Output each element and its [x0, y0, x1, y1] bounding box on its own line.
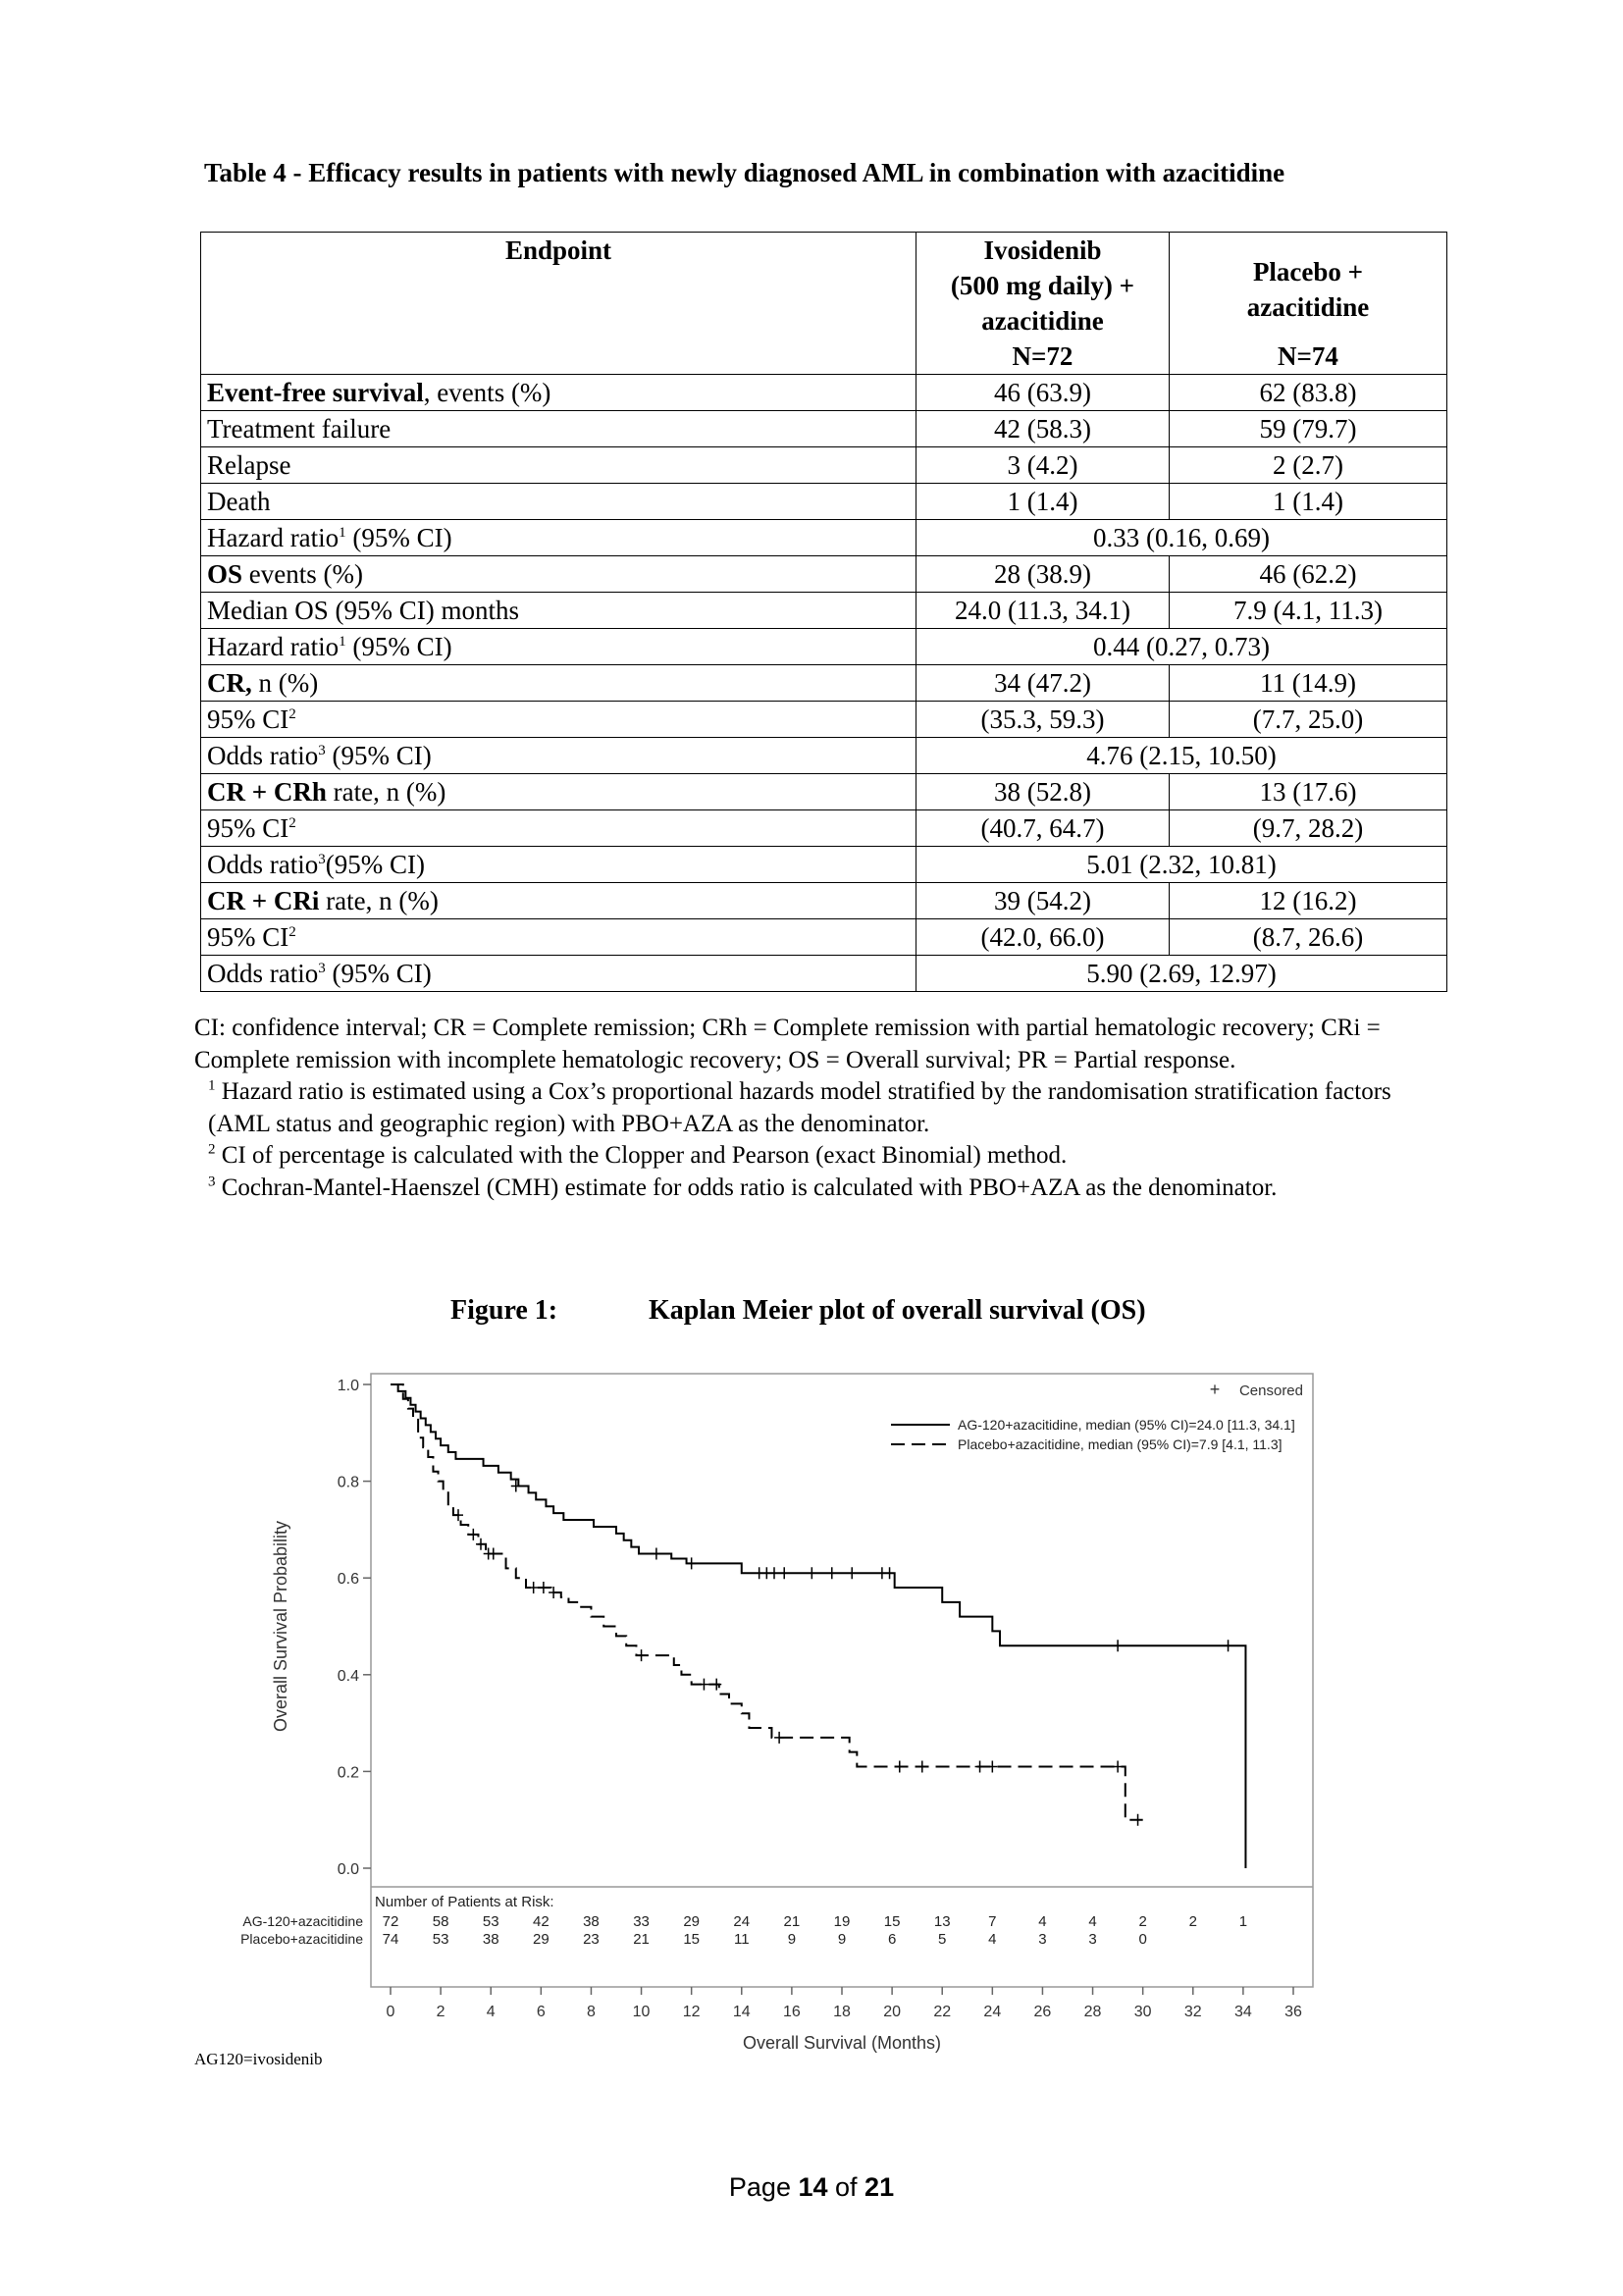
table-row [201, 593, 1447, 629]
pbo-value-cell: 12 (16.2) [1170, 883, 1447, 919]
table-row [201, 484, 1447, 520]
ivo-value-cell: (40.7, 64.7) [916, 810, 1170, 847]
x-tick-label: 26 [1033, 2004, 1052, 2020]
km-curve-ivosidenib [391, 1384, 1245, 1868]
x-tick-label: 34 [1233, 2004, 1252, 2020]
at-risk-count: 38 [583, 1913, 600, 1930]
at-risk-count: 58 [432, 1913, 449, 1930]
legend-censored-label: Censored [1238, 1383, 1303, 1399]
endpoint-cell: Event-free survival, events (%) [201, 375, 916, 411]
at-risk-row-label: Placebo+azacitidine [240, 1931, 363, 1947]
efficacy-table [200, 232, 1447, 992]
header-placebo [1170, 233, 1447, 375]
table-row [201, 447, 1447, 484]
footnote: $^1$ Hazard ratio is estimated using a Cox’s proportional hazards model stratified by the randomisation stratification factors (AML status and geographic region) with PBO+AZA as the denominator. [208, 1077, 1391, 1137]
endpoint-cell: Death [201, 484, 916, 520]
censored-mark [895, 1760, 905, 1772]
censored-mark [779, 1567, 789, 1579]
at-risk-count: 38 [482, 1931, 499, 1948]
merged-value-cell: 0.44 (0.27, 0.73) [916, 629, 1447, 665]
x-tick-label: 6 [536, 2004, 546, 2020]
at-risk-count: 11 [733, 1931, 750, 1948]
x-tick-label: 30 [1133, 2004, 1152, 2020]
x-tick-label: 20 [883, 2004, 902, 2020]
endpoint-cell: 95% $CI^2$ [201, 919, 916, 956]
censored-mark [769, 1567, 779, 1579]
at-risk-count: 72 [382, 1913, 399, 1930]
at-risk-count: 24 [733, 1913, 751, 1930]
table-row [201, 629, 1447, 665]
x-tick-label: 24 [983, 2004, 1002, 2020]
pbo-value-cell: 1 (1.4) [1170, 484, 1447, 520]
censored-mark [652, 1548, 661, 1560]
pbo-value-cell: 2 (2.7) [1170, 447, 1447, 484]
at-risk-count: 29 [683, 1913, 701, 1930]
endpoint-cell: Odds ratio$^3$ (95% CI) [201, 738, 916, 774]
pbo-value-cell: 11 (14.9) [1170, 665, 1447, 702]
censored-mark [1113, 1760, 1123, 1772]
at-risk-count: 3 [1038, 1931, 1047, 1948]
table-row [201, 774, 1447, 810]
at-risk-count: 21 [783, 1913, 801, 1930]
at-risk-count: 4 [988, 1931, 997, 1948]
x-tick-label: 12 [682, 2004, 701, 2020]
censored-mark [827, 1567, 837, 1579]
x-tick-label: 28 [1083, 2004, 1102, 2020]
merged-value-cell: 5.01 (2.32, 10.81) [916, 847, 1447, 883]
merged-value-cell: 4.76 (2.15, 10.50) [916, 738, 1447, 774]
at-risk-count: 1 [1238, 1913, 1248, 1930]
table-title: Table 4 - Efficacy results in patients with newly diagnosed AML in combination with azacitidine [204, 158, 1285, 187]
ivo-value-cell: (35.3, 59.3) [916, 702, 1170, 738]
endpoint-cell: Hazard ratio$^1$ (95% CI) [201, 629, 916, 665]
endpoint-cell: Treatment failure [201, 411, 916, 447]
censored-mark [847, 1567, 857, 1579]
ivo-value-cell: 1 (1.4) [916, 484, 1170, 520]
endpoint-cell: Hazard ratio$^1$ (95% CI) [201, 520, 916, 556]
footnote: $^3$ Cochran-Mantel-Haenszel (CMH) estimate for odds ratio is calculated with PBO+AZA as the denominator. [208, 1174, 1278, 1201]
censored-mark [489, 1548, 498, 1560]
abbreviations-note: CI: confidence interval; CR = Complete remission; CRh = Complete remission with partial hematologic recovery; CRi = Complete remission with incomplete hematologic recovery; OS = Overall survival; PR = Partial response. [194, 1015, 1381, 1073]
x-tick-label: 2 [436, 2004, 445, 2020]
ivo-value-cell: 28 (38.9) [916, 556, 1170, 593]
x-tick-label: 10 [632, 2004, 651, 2020]
at-risk-count: 0 [1138, 1931, 1147, 1948]
x-tick-label: 0 [386, 2004, 395, 2020]
endpoint-cell: Odds ratio$^3$ (95% CI) [201, 956, 916, 992]
header-pbo-line: N=74 [1278, 341, 1338, 371]
at-risk-count: 23 [583, 1931, 600, 1948]
at-risk-count: 2 [1188, 1913, 1197, 1930]
table-notes [194, 1013, 1450, 1204]
x-tick-label: 18 [833, 2004, 851, 2020]
page-total: 21 [864, 2172, 895, 2202]
censored-mark [699, 1679, 708, 1691]
at-risk-count: 19 [833, 1913, 851, 1930]
endpoint-cell: CR, n (%) [201, 665, 916, 702]
at-risk-count: 9 [837, 1931, 847, 1948]
pbo-value-cell: (8.7, 26.6) [1170, 919, 1447, 956]
page-footer: Page 14 of 21 [728, 2172, 895, 2202]
ivo-value-cell: 3 (4.2) [916, 447, 1170, 484]
header-ivo-line: azacitidine [981, 306, 1104, 336]
censored-mark [774, 1732, 784, 1744]
x-tick-label: 14 [732, 2004, 751, 2020]
header-ivo-line: N=72 [1012, 341, 1073, 371]
legend-label: AG-120+azacitidine, median (95% CI)=24.0 [11.3, 34.1] [958, 1417, 1295, 1433]
censored-marker-icon: + [1209, 1380, 1221, 1399]
censored-mark [637, 1649, 647, 1661]
table-row [201, 665, 1447, 702]
at-risk-count: 5 [938, 1931, 947, 1948]
table-header-row [201, 233, 1447, 375]
censored-mark [807, 1567, 816, 1579]
at-risk-count: 74 [382, 1931, 399, 1948]
pbo-value-cell: 59 (79.7) [1170, 411, 1447, 447]
censored-mark [975, 1760, 985, 1772]
censored-mark [453, 1509, 463, 1521]
endpoint-cell: CR + CRh rate, n (%) [201, 774, 916, 810]
endpoint-cell: CR + CRi rate, n (%) [201, 883, 916, 919]
censored-mark [711, 1679, 721, 1691]
table-row [201, 883, 1447, 919]
header-ivo-line: Ivosidenib [983, 235, 1102, 265]
figure-label: Figure 1: [450, 1295, 558, 1326]
table-row [201, 520, 1447, 556]
merged-value-cell: 0.33 (0.16, 0.69) [916, 520, 1447, 556]
ivo-value-cell: (42.0, 66.0) [916, 919, 1170, 956]
at-risk-count: 4 [1038, 1913, 1047, 1930]
at-risk-count: 15 [683, 1931, 701, 1948]
at-risk-count: 15 [883, 1913, 901, 1930]
endpoint-cell: 95% $CI^2$ [201, 702, 916, 738]
x-tick-label: 8 [586, 2004, 596, 2020]
table-row [201, 375, 1447, 411]
table-row [201, 738, 1447, 774]
at-risk-count: 42 [532, 1913, 550, 1930]
figure-caption: Kaplan Meier plot of overall survival (OS) [649, 1295, 1146, 1326]
header-ivo-line: (500 mg daily) + [950, 271, 1135, 300]
at-risk-count: 4 [1088, 1913, 1097, 1930]
x-axis-label: Overall Survival (Months) [742, 2033, 942, 2053]
pbo-value-cell: 7.9 (4.1, 11.3) [1170, 593, 1447, 629]
endpoint-cell: Relapse [201, 447, 916, 484]
censored-mark [476, 1539, 486, 1550]
pbo-value-cell: 46 (62.2) [1170, 556, 1447, 593]
pbo-value-cell: (9.7, 28.2) [1170, 810, 1447, 847]
y-tick-label: 0.2 [337, 1764, 359, 1782]
ivo-value-cell: 39 (54.2) [916, 883, 1170, 919]
at-risk-count: 33 [633, 1913, 650, 1930]
at-risk-row-label: AG-120+azacitidine [242, 1913, 363, 1929]
censored-mark [468, 1529, 478, 1540]
at-risk-count: 53 [482, 1913, 499, 1930]
ivo-value-cell: 46 (63.9) [916, 375, 1170, 411]
at-risk-count: 53 [432, 1931, 449, 1948]
merged-value-cell: 5.90 (2.69, 12.97) [916, 956, 1447, 992]
at-risk-title: Number of Patients at Risk: [375, 1894, 554, 1910]
y-tick-label: 1.0 [337, 1378, 359, 1394]
x-tick-label: 36 [1284, 2004, 1302, 2020]
censored-mark [885, 1567, 895, 1579]
page-number: 14 [798, 2172, 828, 2202]
table-row [201, 411, 1447, 447]
x-tick-label: 4 [486, 2004, 496, 2020]
censored-mark [917, 1760, 927, 1772]
censored-mark [1113, 1640, 1123, 1651]
censored-mark [1224, 1640, 1233, 1651]
footnote: $^2$ CI of percentage is calculated with the Clopper and Pearson (exact Binomial) method. [208, 1141, 1068, 1169]
endpoint-cell: Median OS (95% CI) months [201, 593, 916, 629]
pbo-value-cell: 13 (17.6) [1170, 774, 1447, 810]
table-row [201, 847, 1447, 883]
header-ivosidenib [916, 233, 1170, 375]
at-risk-count: 13 [933, 1913, 951, 1930]
y-axis-label: Overall Survival Probability [271, 1520, 290, 1733]
ivo-value-cell: 42 (58.3) [916, 411, 1170, 447]
censored-mark [987, 1760, 997, 1772]
header-endpoint: Endpoint [201, 233, 916, 375]
censored-mark [1133, 1814, 1143, 1826]
ivo-value-cell: 34 (47.2) [916, 665, 1170, 702]
y-tick-label: 0.4 [337, 1667, 359, 1685]
pbo-value-cell: (7.7, 25.0) [1170, 702, 1447, 738]
ivo-value-cell: 24.0 (11.3, 34.1) [916, 593, 1170, 629]
table-row [201, 556, 1447, 593]
table-row [201, 810, 1447, 847]
table-row [201, 919, 1447, 956]
ivo-value-cell: 38 (52.8) [916, 774, 1170, 810]
header-pbo-line: azacitidine [1246, 292, 1370, 322]
x-tick-label: 32 [1183, 2004, 1202, 2020]
x-tick-label: 16 [782, 2004, 801, 2020]
pbo-value-cell: 62 (83.8) [1170, 375, 1447, 411]
at-risk-count: 29 [532, 1931, 550, 1948]
y-tick-label: 0.0 [337, 1861, 359, 1878]
censored-mark [539, 1582, 549, 1593]
at-risk-count: 3 [1088, 1931, 1097, 1948]
censored-mark [687, 1557, 697, 1569]
at-risk-count: 21 [633, 1931, 650, 1948]
legend-label: Placebo+azacitidine, median (95% CI)=7.9 [4.1, 11.3] [958, 1436, 1283, 1452]
at-risk-count: 2 [1138, 1913, 1147, 1930]
censored-mark [529, 1582, 539, 1593]
figure-abbreviation-note: AG120=ivosidenib [194, 2050, 323, 2068]
endpoint-cell: Odds ratio$^3$(95% CI) [201, 847, 916, 883]
y-tick-label: 0.8 [337, 1474, 359, 1491]
at-risk-count: 7 [988, 1913, 997, 1930]
header-pbo-line: Placebo + [1252, 257, 1364, 287]
endpoint-cell: 95% $CI^2$ [201, 810, 916, 847]
table-row [201, 956, 1447, 992]
km-chart [177, 1349, 1413, 2053]
at-risk-count: 6 [887, 1931, 897, 1948]
at-risk-count: 9 [787, 1931, 797, 1948]
endpoint-cell: OS events (%) [201, 556, 916, 593]
x-tick-label: 22 [933, 2004, 952, 2020]
table-row [201, 702, 1447, 738]
y-tick-label: 0.6 [337, 1571, 359, 1589]
